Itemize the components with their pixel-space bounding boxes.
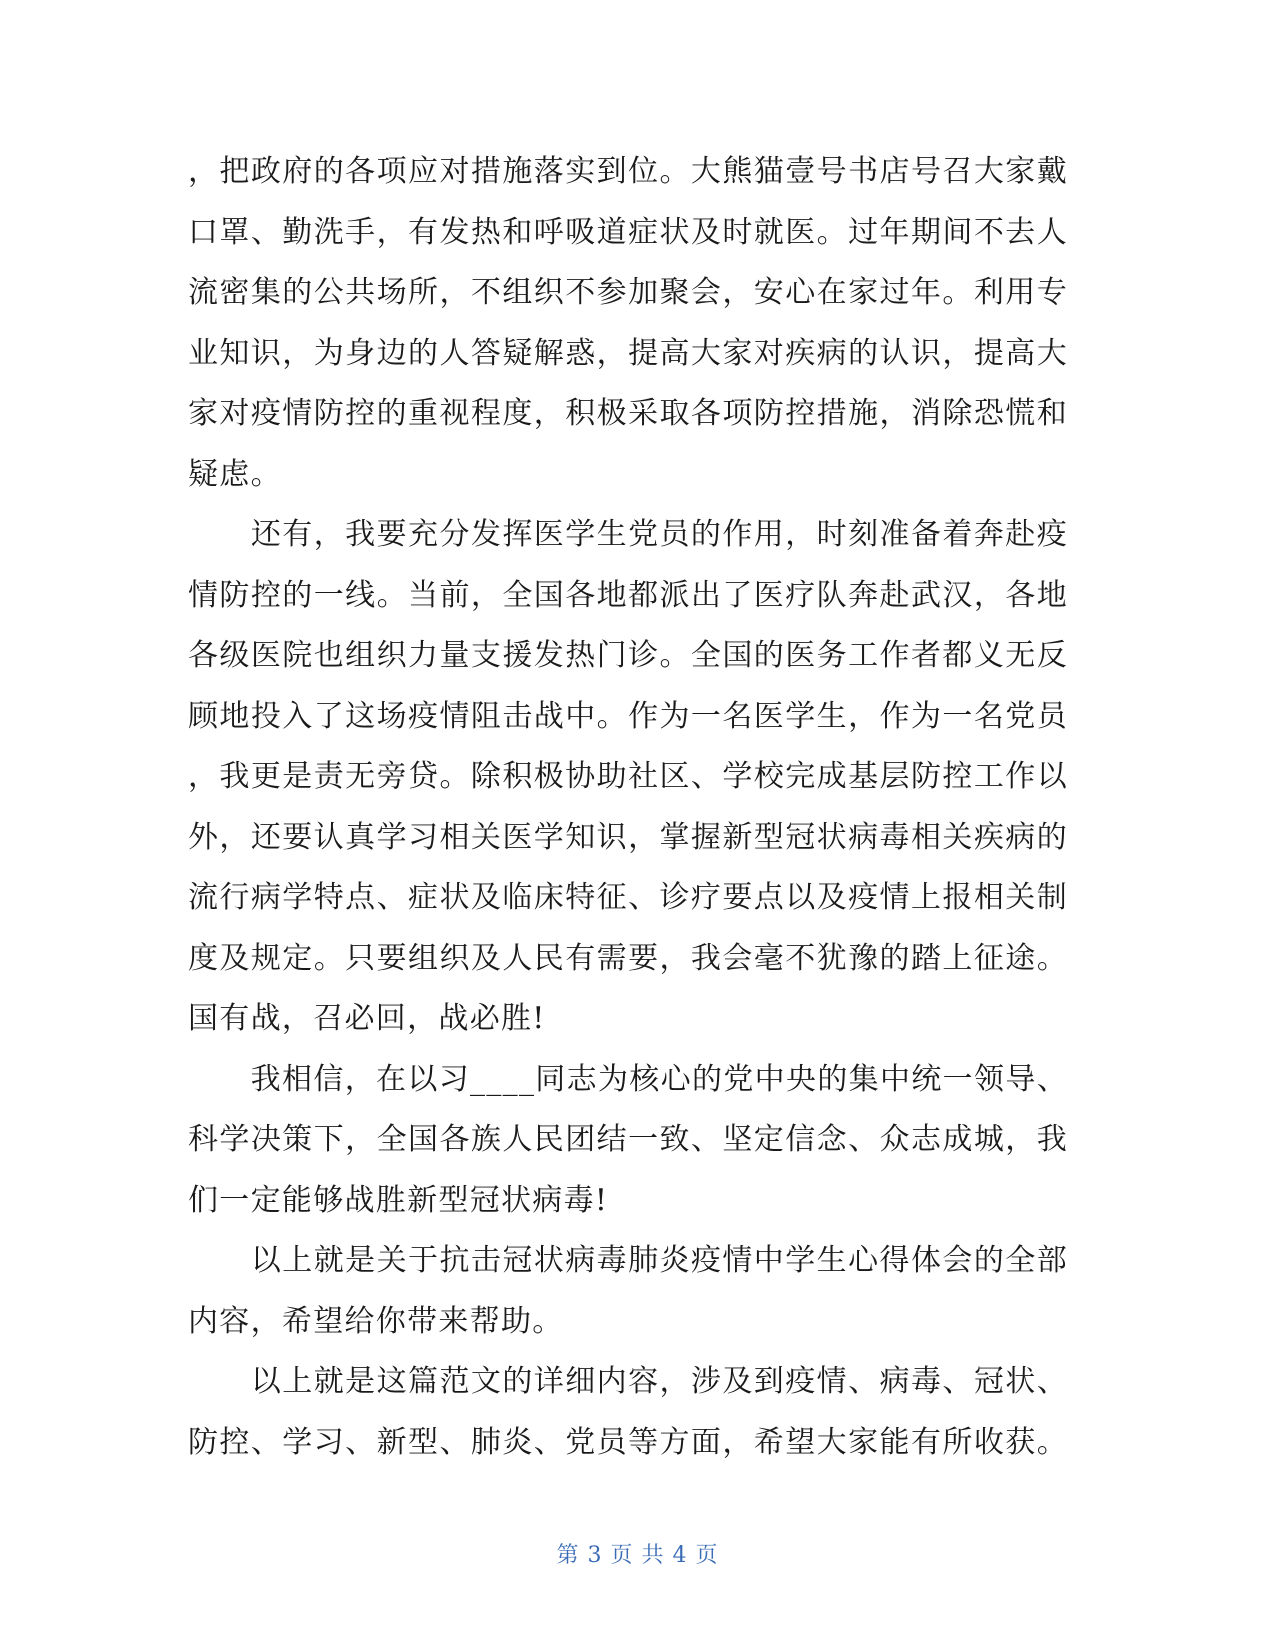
text-line: 情防控的一线。当前，全国各地都派出了医疗队奔赴武汉，各地 (188, 577, 1068, 613)
text-line: 顾地投入了这场疫情阻击战中。作为一名医学生，作为一名党员 (188, 698, 1068, 734)
text-line: 外，还要认真学习相关医学知识，掌握新型冠状病毒相关疾病的 (188, 819, 1068, 855)
text-line: 口罩、勤洗手，有发热和呼吸道症状及时就医。过年期间不去人 (188, 214, 1068, 250)
text-line: 流行病学特点、症状及临床特征、诊疗要点以及疫情上报相关制 (188, 880, 1068, 915)
text-line: 国有战，召必回，战必胜! (188, 1001, 546, 1036)
document-body (188, 142, 1068, 1473)
text-line: 流密集的公共场所，不组织不参加聚会，安心在家过年。利用专 (188, 275, 1068, 310)
text-line: 科学决策下，全国各族人民团结一致、坚定信念、众志成城，我 (188, 1122, 1068, 1157)
page-number-footer: 第 3 页 共 4 页 (556, 1543, 719, 1568)
text-line: 内容，希望给你带来帮助。 (188, 1303, 564, 1339)
text-line: 们一定能够战胜新型冠状病毒! (188, 1182, 609, 1218)
text-line: 还有，我要充分发挥医学生党员的作用，时刻准备着奔赴疫 (188, 517, 1068, 552)
text-line: 家对疫情防控的重视程度，积极采取各项防控措施，消除恐慌和 (188, 396, 1068, 431)
text-line: 疑虑。 (188, 456, 282, 492)
text-line: 以上就是关于抗击冠状病毒肺炎疫情中学生心得体会的全部 (188, 1243, 1068, 1278)
text-line: ，把政府的各项应对措施落实到位。大熊猫壹号书店号召大家戴 (188, 154, 1068, 189)
text-line: 以上就是这篇范文的详细内容，涉及到疫情、病毒、冠状、 (188, 1364, 1068, 1399)
text-line: ，我更是责无旁贷。除积极协助社区、学校完成基层防控工作以 (188, 759, 1068, 794)
text-line: 业知识，为身边的人答疑解惑，提高大家对疾病的认识，提高大 (188, 335, 1068, 371)
text-line: 度及规定。只要组织及人民有需要，我会毫不犹豫的踏上征途。 (188, 940, 1068, 976)
text-line: 我相信，在以习____同志为核心的党中央的集中统一领导、 (188, 1061, 1068, 1097)
text-line: 各级医院也组织力量支援发热门诊。全国的医务工作者都义无反 (188, 638, 1068, 673)
text-line: 防控、学习、新型、肺炎、党员等方面，希望大家能有所收获。 (188, 1424, 1068, 1460)
